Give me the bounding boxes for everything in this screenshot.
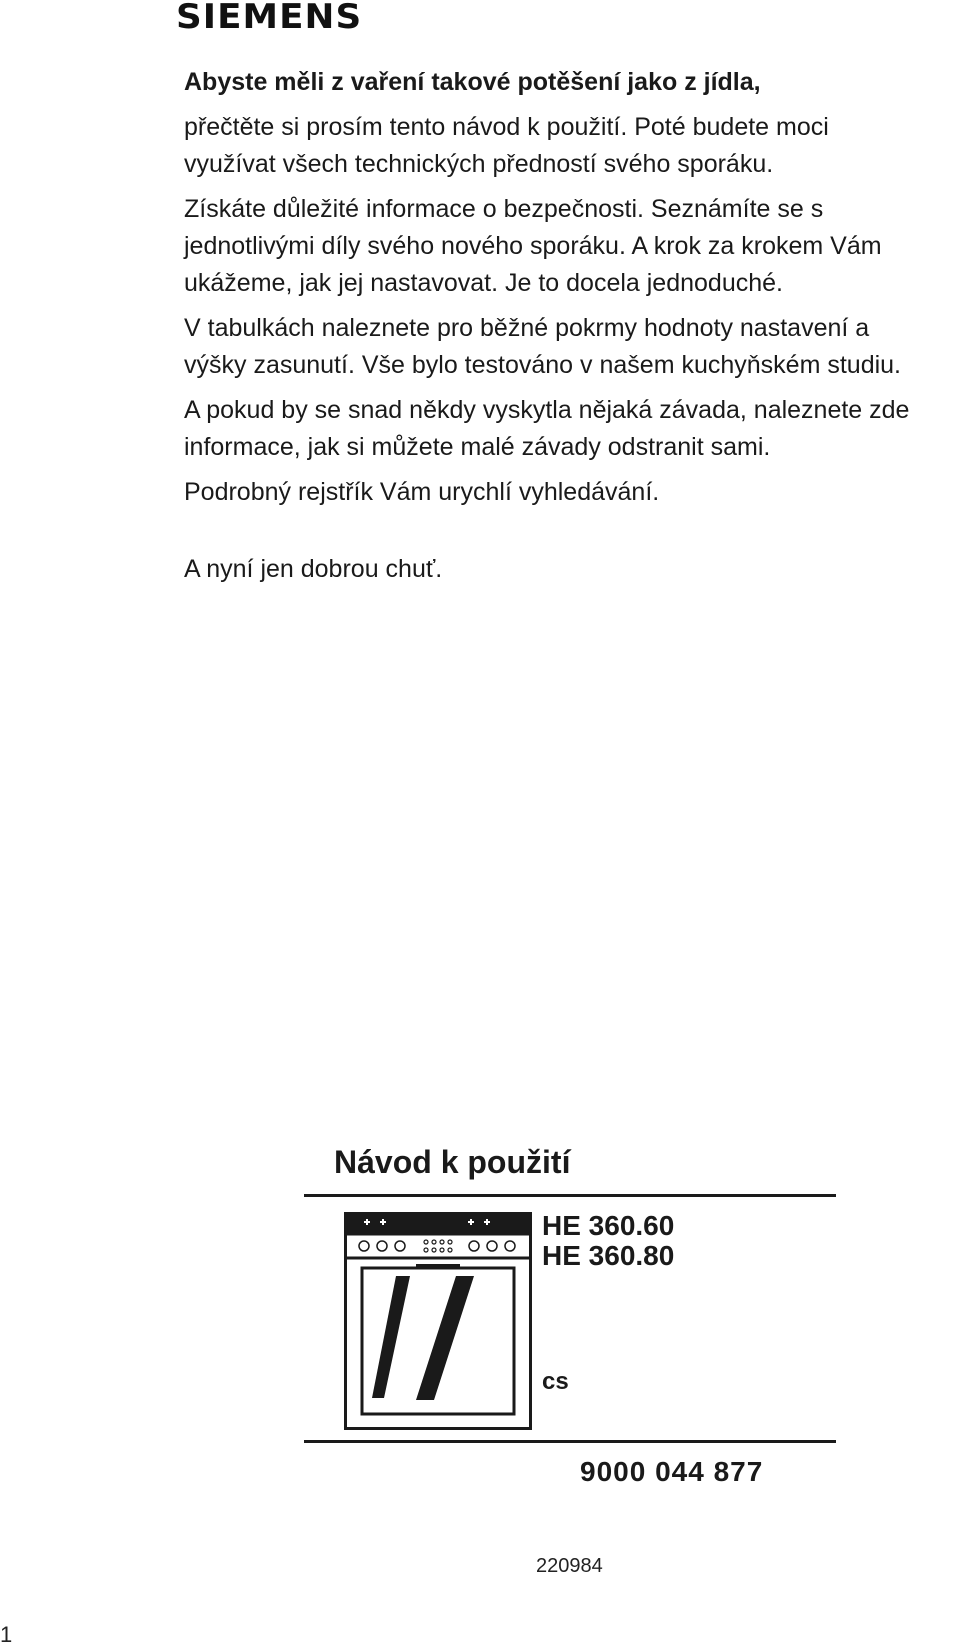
intro-paragraph-3: V tabulkách naleznete pro běžné pokrmy hodnoty nastavení a výšky zasunutí. Vše bylo testováno v našem kuchyňském studiu. <box>184 314 902 379</box>
page-number: 1 <box>0 1622 13 1647</box>
intro-paragraph-4: A pokud by se snad někdy vyskytla nějaká závada, naleznete zde informace, jak si můžete malé závady odstranit sami. <box>184 396 910 461</box>
manual-title: Návod k použití <box>334 1144 571 1180</box>
intro-paragraph-5: Podrobný rejstřík Vám urychlí vyhledávání. <box>184 478 660 506</box>
divider-top <box>304 1194 836 1197</box>
intro-text <box>184 64 924 596</box>
siemens-logo: SIEMENS <box>176 0 363 37</box>
oven-illustration-icon <box>344 1212 532 1430</box>
intro-heading: Abyste měli z vaření takové potěšení jako z jídla, <box>184 68 761 96</box>
model-number-1: HE 360.60 <box>542 1210 675 1241</box>
intro-closing: A nyní jen dobrou chuť. <box>184 555 443 583</box>
intro-paragraph-2: Získáte důležité informace o bezpečnosti. Seznámíte se s jednotlivými díly svého nového sporáku. A krok za krokem Vám ukážeme, jak jej nastavovat. Je to docela jednoduché. <box>184 195 882 297</box>
intro-paragraph-1: přečtěte si prosím tento návod k použití. Poté budete moci využívat všech technických předností svého sporáku. <box>184 113 829 178</box>
print-code: 220984 <box>536 1555 603 1577</box>
document-number: 9000 044 877 <box>580 1456 764 1487</box>
divider-bottom <box>304 1440 836 1443</box>
language-code: cs <box>542 1368 569 1395</box>
model-number-2: HE 360.80 <box>542 1240 675 1271</box>
